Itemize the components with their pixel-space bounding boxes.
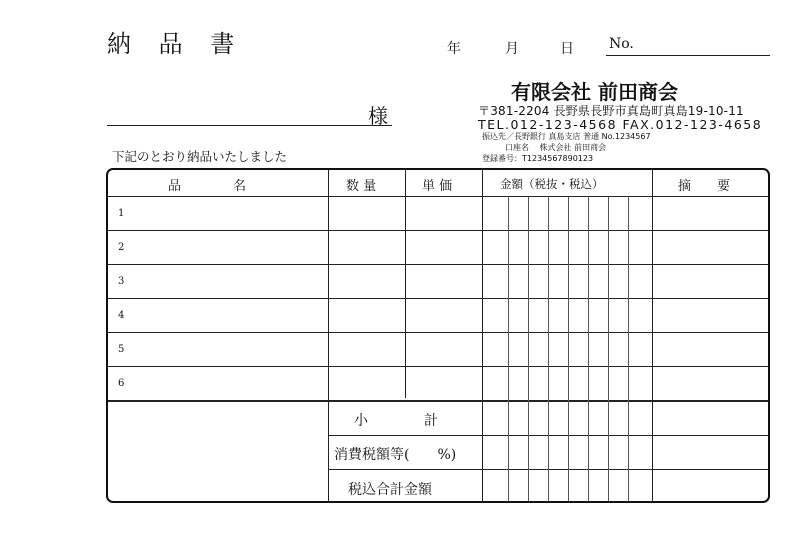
column-divider [652,170,653,501]
number-field-line [606,55,770,56]
digit-divider [568,196,569,501]
customer-suffix: 様 [368,104,388,128]
row-divider [108,366,768,367]
row-divider [108,332,768,333]
row-number: 1 [118,208,125,219]
delivery-note: 下記のとおり納品いたしました [112,149,288,164]
header-item: 品 名 [168,179,247,194]
digit-divider [608,196,609,501]
digit-divider [588,196,589,501]
number-label: No. [609,36,634,52]
company-tel-fax: TEL.012-123-4568 FAX.012-123-4658 [478,117,763,132]
total-label: 税込合計金額 [348,482,432,498]
customer-name-line [107,125,392,126]
tax-label: 消費税額等( %) [334,447,457,463]
row-divider [108,298,768,299]
column-divider [482,170,483,501]
digit-divider [528,196,529,501]
day-label: 日 [560,41,574,57]
header-remarks: 摘 要 [678,179,731,194]
row-number: 4 [118,310,125,321]
items-bottom-divider [108,400,768,402]
row-divider [108,230,768,231]
digit-divider [548,196,549,501]
row-number: 2 [118,242,125,253]
header-divider [108,196,768,197]
digit-divider [508,196,509,501]
subtotal-label: 小 計 [354,413,438,429]
header-quantity: 数 量 [346,179,377,194]
column-divider [405,170,406,398]
registration-number: 登録番号：T1234567890123 [482,154,594,163]
header-unit-price: 単 価 [422,179,453,194]
company-name: 有限会社 前田商会 [511,80,678,104]
month-label: 月 [505,41,519,57]
row-number: 6 [118,378,125,389]
delivery-table [106,168,770,503]
row-number: 5 [118,344,125,355]
row-number: 3 [118,276,125,287]
document-title: 納 品 書 [107,30,245,58]
bank-info: 振込先／長野銀行 真島支店 普通 No.1234567 [482,132,651,141]
year-label: 年 [447,41,461,57]
row-divider [108,264,768,265]
header-amount: 金額（税抜・税込） [500,177,604,191]
column-divider [328,170,329,501]
account-name: 口座名 株式会社 前田商会 [505,143,607,152]
digit-divider [628,196,629,501]
company-address: 〒381-2204 長野県長野市真島町真島19-10-11 [478,104,744,118]
